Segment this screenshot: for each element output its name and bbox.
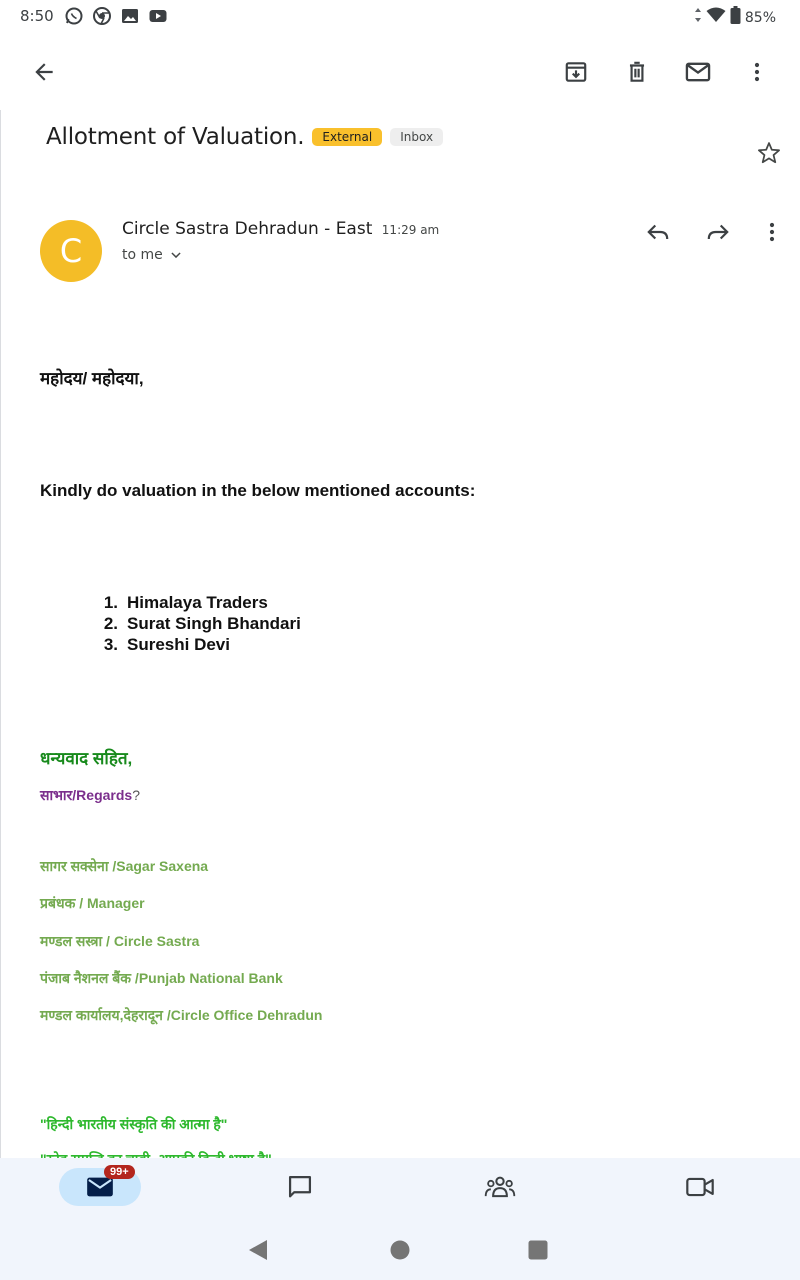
more-vert-icon <box>760 220 784 244</box>
star-button[interactable] <box>748 132 790 174</box>
sender-name: Circle Sastra Dehradun - East <box>122 219 373 239</box>
list-item <box>100 634 301 655</box>
archive-button[interactable] <box>552 48 600 96</box>
star-icon <box>756 140 782 166</box>
account-name: Sureshi Devi <box>127 635 230 654</box>
accounts-list <box>100 592 301 655</box>
whatsapp-icon <box>64 6 84 26</box>
forward-button[interactable] <box>696 210 740 254</box>
mark-unread-icon <box>684 58 712 86</box>
system-navigation <box>0 1218 800 1280</box>
subject-row <box>46 124 443 150</box>
more-vert-icon <box>745 60 769 84</box>
forward-icon <box>705 219 731 245</box>
nav-mail[interactable] <box>59 1168 141 1206</box>
greeting: महोदय/ महोदया, <box>40 369 144 388</box>
mark-unread-button[interactable] <box>674 48 722 96</box>
account-name: Surat Singh Bhandari <box>127 614 301 633</box>
top-app-bar <box>0 36 800 108</box>
label-external: External <box>312 128 382 146</box>
youtube-icon <box>148 6 168 26</box>
unread-badge: 99+ <box>104 1165 135 1179</box>
circle-home-icon <box>389 1239 411 1261</box>
wifi-icon <box>706 7 726 28</box>
square-recents-icon <box>527 1239 549 1261</box>
signature-title: प्रबंधक / Manager <box>40 895 145 911</box>
gallery-icon <box>120 6 140 26</box>
closing-regards <box>40 786 140 805</box>
signature-department: मण्डल सस्त्रा / Circle Sastra <box>40 933 200 949</box>
recipient-label: to me <box>122 247 163 263</box>
instruction: Kindly do valuation in the below mentioned accounts: <box>40 481 476 500</box>
list-number: 3. <box>103 635 118 654</box>
chrome-icon <box>92 6 112 26</box>
chat-icon <box>286 1173 314 1201</box>
regards-text: साभार/Regards <box>40 787 133 803</box>
recipient-details-toggle[interactable] <box>122 247 183 263</box>
sender-header <box>122 219 439 239</box>
system-home-button[interactable] <box>386 1236 414 1264</box>
nav-meet[interactable] <box>659 1168 741 1206</box>
sender-avatar[interactable]: C <box>40 220 102 282</box>
system-back-button[interactable] <box>244 1236 272 1264</box>
signature-name: सागर सक्सेना /Sagar Saxena <box>40 858 209 874</box>
status-time: 8:50 <box>20 7 54 25</box>
account-name: Himalaya Traders <box>127 593 268 612</box>
nav-chat[interactable] <box>259 1168 341 1206</box>
meet-icon <box>685 1174 715 1200</box>
back-button[interactable] <box>20 48 68 96</box>
closing-thanks: धन्यवाद सहित, <box>40 749 133 768</box>
message-more-button[interactable] <box>750 210 794 254</box>
signature-office: मण्डल कार्यालय,देहरादून /Circle Office Dehradun <box>40 1007 323 1023</box>
list-number: 1. <box>103 593 118 612</box>
list-item <box>100 613 301 634</box>
spaces-icon <box>484 1173 516 1201</box>
triangle-back-icon <box>247 1238 269 1262</box>
label-inbox[interactable]: Inbox <box>390 128 443 146</box>
nav-spaces[interactable] <box>459 1168 541 1206</box>
reply-button[interactable] <box>636 210 680 254</box>
bottom-navigation <box>0 1158 800 1218</box>
reply-icon <box>645 219 671 245</box>
delete-icon <box>624 59 650 85</box>
archive-icon <box>563 59 589 85</box>
system-recents-button[interactable] <box>524 1236 552 1264</box>
data-arrows-icon <box>694 7 702 28</box>
email-subject: Allotment of Valuation. <box>46 124 305 150</box>
delete-button[interactable] <box>613 48 661 96</box>
list-number: 2. <box>103 614 118 633</box>
list-item <box>100 592 301 613</box>
email-time: 11:29 am <box>381 223 440 237</box>
more-options-button[interactable] <box>733 48 781 96</box>
chevron-down-icon <box>169 248 183 262</box>
battery-icon <box>730 6 741 29</box>
left-divider <box>0 110 1 1158</box>
back-arrow-icon <box>31 59 57 85</box>
signature-quote: "हिन्दी भारतीय संस्कृति की आत्मा है" <box>40 1116 228 1132</box>
signature-bank: पंजाब नैशनल बैंक /Punjab National Bank <box>40 970 283 986</box>
signature-quote-cut <box>40 1150 272 1158</box>
regards-suffix: ? <box>132 787 140 803</box>
status-right <box>694 6 776 29</box>
status-bar <box>0 0 800 32</box>
battery-percent: 85% <box>744 9 776 26</box>
